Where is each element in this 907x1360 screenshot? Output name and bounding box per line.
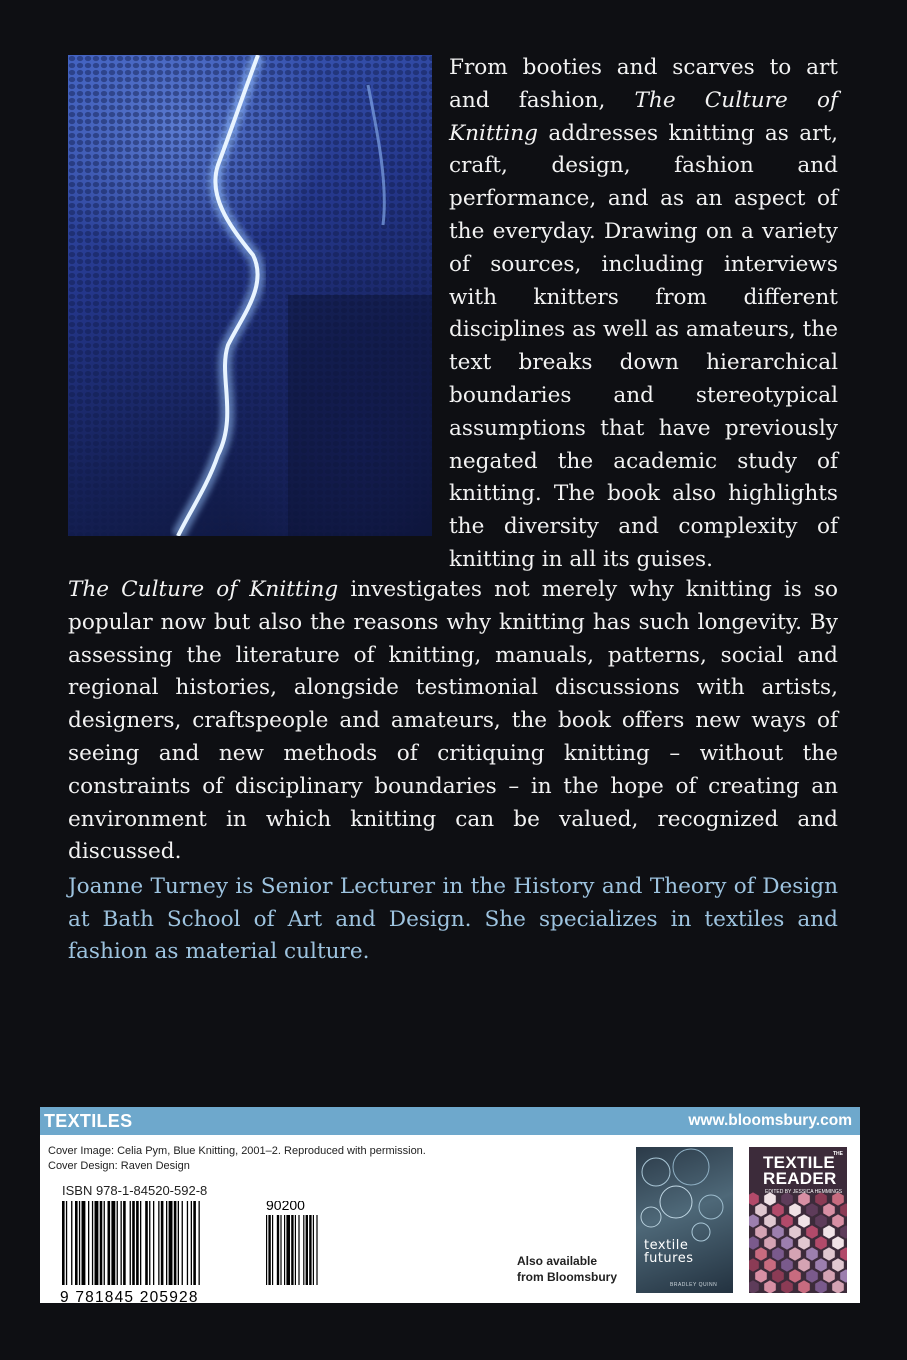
publisher-website-link[interactable]: www.bloomsbury.com [688,1112,852,1129]
credits [48,1144,426,1174]
book-cover-textile-reader[interactable] [749,1147,847,1293]
book-title-italic: The Culture of Knitting [449,87,838,146]
book-title-prefix: THE [833,1151,843,1157]
book-cover-textile-futures[interactable] [636,1147,733,1293]
isbn-barcode [60,1201,336,1305]
price-code: 90200 [266,1201,305,1213]
book-title-italic: The Culture of Knitting [68,577,339,602]
category-label: TEXTILES [44,1111,133,1131]
book-editor: EDITED BY JESSICA HEMMINGS [765,1189,843,1195]
also-available-label: Also available from Bloomsbury [517,1254,618,1284]
cover-design-credit: Cover Design: Raven Design [48,1160,190,1172]
book-title: TEXTILE READER [763,1153,837,1188]
isbn-label: ISBN 978-1-84520-592-8 [62,1183,208,1198]
cover-image [68,55,432,536]
barcode-number: 9 781845 205928 [60,1289,199,1305]
book-title: textile futures [644,1238,694,1266]
author-bio: Joanne Turney is Senior Lecturer in the History and Theory of Design at Bath School of Art and Design. She specializes in textiles and fashion as material culture. [68,874,838,965]
description-paragraph-1: From booties and scarves to art and fashion, The Culture of Knitting addresses knitting as art, craft, design, fashion and performance, and as an aspect of the everyday. Drawing on a variety of sources, including interviews with knitters from different disciplines as well as amateurs, the text breaks down hierarchical boundaries and stereotypical assumptions that have previously negated the academic study of knitting. The book also highlights the diversity and complexity of knitting in all its guises. [449,55,838,572]
book-author: BRADLEY QUINN [670,1282,718,1288]
cover-image-credit: Cover Image: Celia Pym, Blue Knitting, 2001–2. Reproduced with permission. [48,1145,426,1157]
description-paragraph-2: The Culture of Knitting investigates not merely why knitting is so popular now but also the reasons why knitting has such longevity. By assessing the literature of knitting, manuals, patterns, social and regional histories, alongside testimonial discussions with artists, designers, craftspeople and amateurs, the book offers new ways of seeing and new methods of critiquing knitting – without the constraints of disciplinary boundaries – in the hope of creating an environment in which knitting can be valued, recognized and discussed. [68,577,838,865]
barcode-panel [40,1135,860,1303]
category-band [40,1107,860,1135]
